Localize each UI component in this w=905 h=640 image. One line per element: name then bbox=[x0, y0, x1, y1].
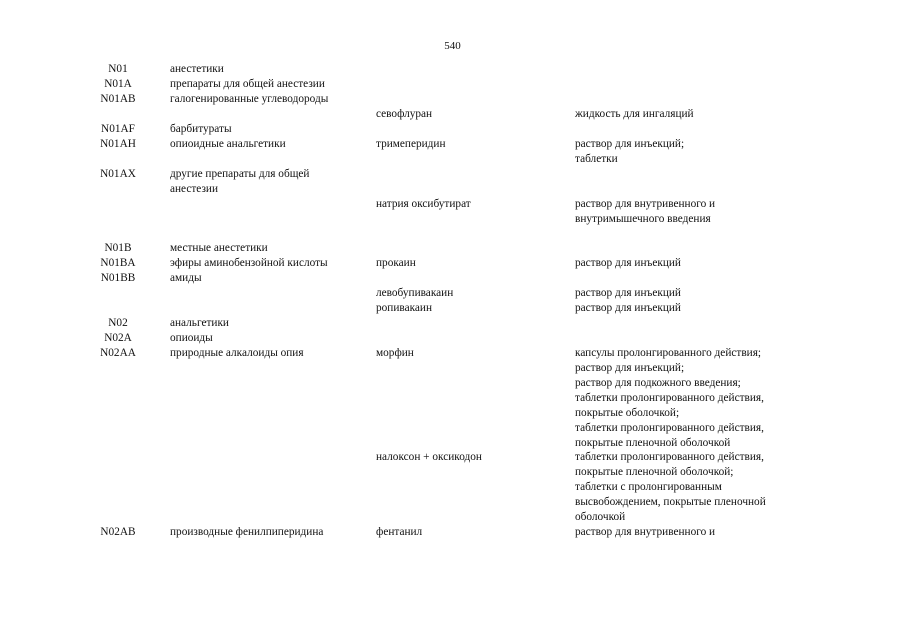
dosage-form: раствор для внутривенного и внутримышечного введения bbox=[575, 198, 716, 225]
group-name: другие препараты для общей анестезии bbox=[170, 168, 310, 195]
atc-code: N01BA bbox=[100, 257, 136, 269]
group-name: барбитураты bbox=[170, 123, 232, 135]
table-row bbox=[0, 167, 905, 197]
drug-name: левобупивакаин bbox=[376, 287, 454, 299]
dosage-form: таблетки пролонгированного действия, покрытые пленочной оболочкой; таблетки с пролонгированным высвобождением, покрытые пленочной оболочкой bbox=[575, 451, 766, 523]
drug-name: севофлуран bbox=[376, 108, 433, 120]
atc-code: N01AF bbox=[101, 123, 135, 135]
group-name: препараты для общей анестезии bbox=[170, 78, 325, 90]
atc-code: N02 bbox=[108, 317, 128, 329]
dosage-form: раствор для инъекций bbox=[575, 287, 681, 299]
table-row bbox=[0, 77, 905, 92]
drug-name: ропивакаин bbox=[376, 302, 433, 314]
atc-code: N01AX bbox=[100, 168, 136, 180]
drug-name: налоксон + оксикодон bbox=[376, 451, 482, 463]
dosage-form: жидкость для ингаляций bbox=[575, 108, 694, 120]
group-name: природные алкалоиды опия bbox=[170, 347, 304, 359]
table-row bbox=[0, 331, 905, 346]
group-name: анестетики bbox=[170, 63, 224, 75]
table-row bbox=[0, 137, 905, 167]
group-name: местные анестетики bbox=[170, 242, 268, 254]
table-row bbox=[0, 271, 905, 286]
dosage-form: капсулы пролонгированного действия; раствор для инъекций; раствор для подкожного введения; таблетки пролонгированного действия, покрытые оболочкой; таблетки пролонгированного действия, покрытые пленочной оболочкой bbox=[575, 347, 764, 449]
table-row bbox=[0, 346, 905, 450]
atc-code: N02A bbox=[104, 332, 132, 344]
dosage-form: раствор для внутривенного и bbox=[575, 526, 716, 538]
drug-name: прокаин bbox=[376, 257, 416, 269]
drug-name: тримеперидин bbox=[376, 138, 446, 150]
table-row bbox=[0, 197, 905, 241]
dosage-form: раствор для инъекций; таблетки bbox=[575, 138, 685, 165]
table-row bbox=[0, 286, 905, 301]
group-name: анальгетики bbox=[170, 317, 229, 329]
table-row bbox=[0, 450, 905, 525]
table-row bbox=[0, 316, 905, 331]
atc-code: N01A bbox=[104, 78, 132, 90]
dosage-form: раствор для инъекций bbox=[575, 302, 681, 314]
group-name: эфиры аминобензойной кислоты bbox=[170, 257, 328, 269]
drug-name: натрия оксибутират bbox=[376, 198, 471, 210]
table-row bbox=[0, 107, 905, 122]
table-row bbox=[0, 301, 905, 316]
atc-code: N01 bbox=[108, 63, 128, 75]
atc-code: N01AH bbox=[100, 138, 136, 150]
group-name: галогенированные углеводороды bbox=[170, 93, 329, 105]
group-name: опиоиды bbox=[170, 332, 213, 344]
group-name: амиды bbox=[170, 272, 202, 284]
table-row bbox=[0, 525, 905, 540]
drug-table bbox=[0, 62, 905, 540]
atc-code: N01BB bbox=[100, 272, 136, 284]
group-name: производные фенилпиперидина bbox=[170, 526, 324, 538]
atc-code: N01AB bbox=[100, 93, 136, 105]
atc-code: N01B bbox=[104, 242, 132, 254]
group-name: опиоидные анальгетики bbox=[170, 138, 286, 150]
atc-code: N02AA bbox=[100, 347, 136, 359]
table-row bbox=[0, 241, 905, 256]
page-number: 540 bbox=[444, 40, 461, 52]
table-row bbox=[0, 62, 905, 77]
drug-name: морфин bbox=[376, 347, 414, 359]
atc-code: N02AB bbox=[100, 526, 136, 538]
drug-name: фентанил bbox=[376, 526, 423, 538]
table-row bbox=[0, 256, 905, 271]
dosage-form: раствор для инъекций bbox=[575, 257, 681, 269]
table-row bbox=[0, 92, 905, 107]
table-row bbox=[0, 122, 905, 137]
